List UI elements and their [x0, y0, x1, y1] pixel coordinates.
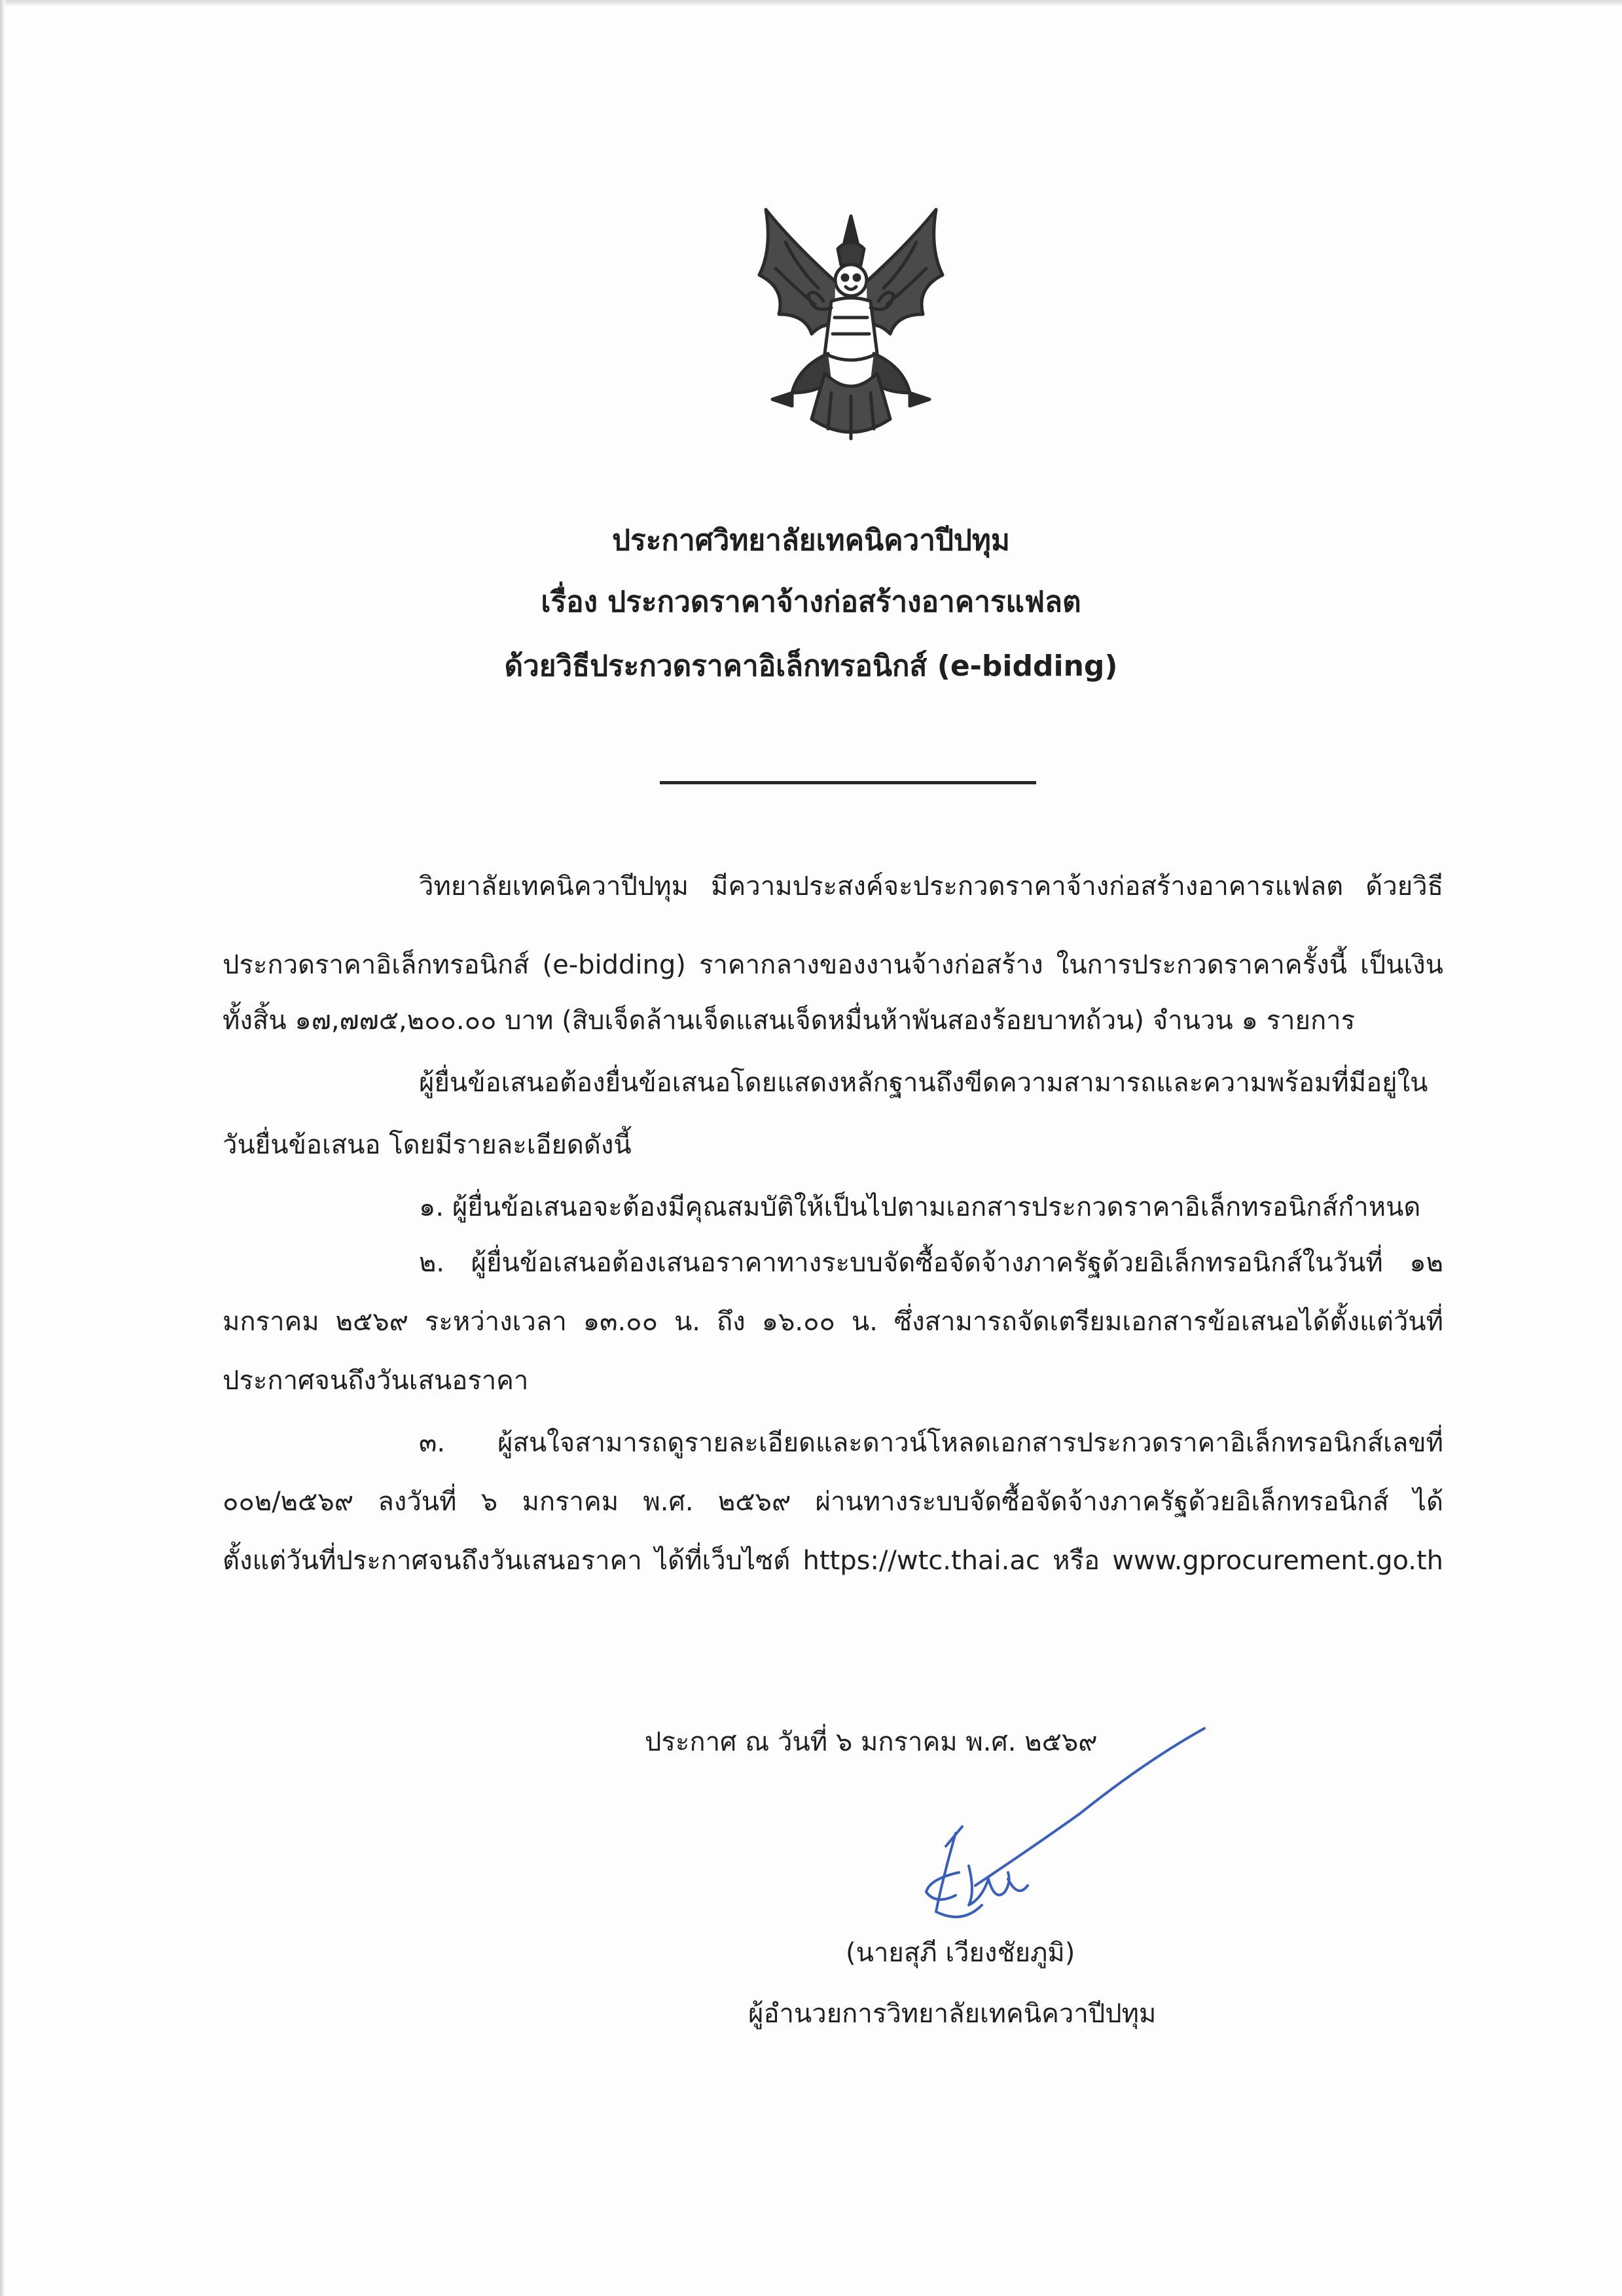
paragraph-1-line-1: วิทยาลัยเทคนิควาปีปทุม มีความประสงค์จะประกวดราคาจ้างก่อสร้างอาคารแฟลต ด้วยวิธี: [419, 871, 1443, 902]
announcement-date: ประกาศ ณ วันที่ ๖ มกราคม พ.ศ. ๒๕๖๙: [645, 1727, 1098, 1757]
item-2-line-3: ประกาศจนถึงวันเสนอราคา: [223, 1366, 529, 1396]
announcement-subject: เรื่อง ประกวดราคาจ้างก่อสร้างอาคารแฟลต: [541, 585, 1081, 619]
item-3-line-2: ๐๐๒/๒๕๖๙ ลงวันที่ ๖ มกราคม พ.ศ. ๒๕๖๙ ผ่านทางระบบจัดซื้อจัดจ้างภาครัฐด้วยอิเล็กทรอนิกส์ ได้: [223, 1487, 1443, 1517]
heading-divider: [660, 781, 1036, 784]
signatory-name: (นายสุภี เวียงชัยภูมิ): [846, 1938, 1075, 1968]
item-1: ๑. ผู้ยื่นข้อเสนอจะต้องมีคุณสมบัติให้เป็นไปตามเอกสารประกวดราคาอิเล็กทรอนิกส์กำหนด: [419, 1192, 1421, 1222]
item-3-line-3: ตั้งแต่วันที่ประกาศจนถึงวันเสนอราคา ได้ที่เว็บไซต์ https://wtc.thai.ac หรือ www.gprocurement.go.th: [223, 1546, 1443, 1576]
scan-top-edge: [0, 0, 1622, 7]
garuda-emblem: [746, 203, 956, 452]
signatory-position: ผู้อำนวยการวิทยาลัยเทคนิควาปีปทุม: [748, 1999, 1157, 2029]
announcement-title: ประกาศวิทยาลัยเทคนิควาปีปทุม: [612, 524, 1010, 557]
handwritten-signature: [864, 1715, 1257, 1925]
item-2-line-1: ๒. ผู้ยื่นข้อเสนอต้องเสนอราคาทางระบบจัดซื้อจัดจ้างภาครัฐด้วยอิเล็กทรอนิกส์ในวันที่ ๑๒: [419, 1248, 1443, 1278]
item-2-line-2: มกราคม ๒๕๖๙ ระหว่างเวลา ๑๓.๐๐ น. ถึง ๑๖.๐๐ น. ซึ่งสามารถจัดเตรียมเอกสารข้อเสนอได้ตั้งแต่วันที่: [223, 1307, 1443, 1337]
scan-left-edge: [0, 0, 5, 2296]
item-3-line-1: ๓. ผู้สนใจสามารถดูรายละเอียดและดาวน์โหลดเอกสารประกวดราคาอิเล็กทรอนิกส์เลขที่: [419, 1428, 1443, 1458]
paragraph-1-line-3: ทั้งสิ้น ๑๗,๗๗๕,๒๐๐.๐๐ บาท (สิบเจ็ดล้านเจ็ดแสนเจ็ดหมื่นห้าพันสองร้อยบาทถ้วน) จำนวน ๑ รายการ: [223, 1006, 1356, 1036]
announcement-method: ด้วยวิธีประกวดราคาอิเล็กทรอนิกส์ (e-bidding): [504, 649, 1118, 683]
paragraph-1-line-2: ประกวดราคาอิเล็กทรอนิกส์ (e-bidding) ราคากลางของงานจ้างก่อสร้าง ในการประกวดราคาครั้งนี้ เป็นเงิน: [223, 950, 1443, 980]
paragraph-2-line-1: ผู้ยื่นข้อเสนอต้องยื่นข้อเสนอโดยแสดงหลักฐานถึงขีดความสามารถและความพร้อมที่มีอยู่ใน: [419, 1068, 1428, 1098]
paragraph-2-line-2: วันยื่นข้อเสนอ โดยมีรายละเอียดดังนี้: [223, 1130, 632, 1160]
